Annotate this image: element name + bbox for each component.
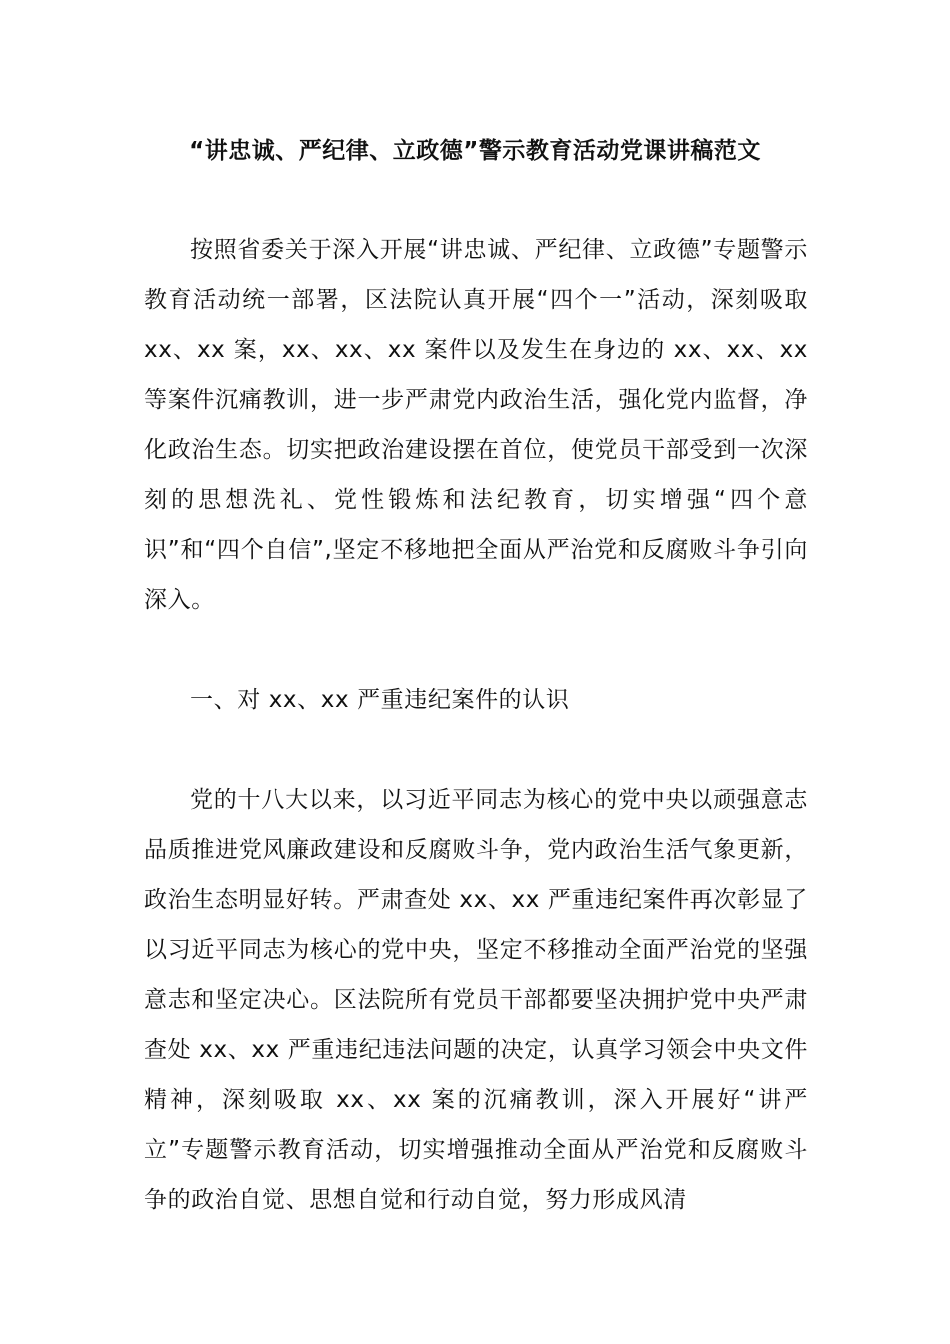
paragraph-section-1: 党的十八大以来，以习近平同志为核心的党中央以顽强意志品质推进党风廉政建设和反腐败斗争，党内政治生活气象更新，政治生态明显好转。严肃查处 xx、xx 严重违纪案件再次彰显了以习近平同志为核心的党中央，坚定不移推动全面严治党的坚强意志和坚定决心。区法院所有党员干部都要坚决拥护党中央严肃查处 xx、xx 严重违纪违法问题的决定，认真学习领会中央文件精神，深刻吸取 xx、xx 案的沉痛教训，深入开展好“讲严立”专题警示教育活动，切实增强推动全面从严治党和反腐败斗争的政治自觉、思想自觉和行动自觉，努力形成风清	[144, 787, 808, 1213]
section-heading-1: 一、对 xx、xx 严重违纪案件的认识	[190, 687, 570, 713]
paragraph-intro: 按照省委关于深入开展“讲忠诚、严纪律、立政德”专题警示教育活动统一部署，区法院认真开展“四个一”活动，深刻吸取 xx、xx 案，xx、xx、xx 案件以及发生在身边的 xx、xx、xx 等案件沉痛教训，进一步严肃党内政治生活，强化党内监督，净化政治生态。切实把政治建设摆在首位，使党员干部受到一次深刻的思想洗礼、党性锻炼和法纪教育，切实增强“四个意识”和“四个自信”,坚定不移地把全面从严治党和反腐败斗争引向深入。	[144, 237, 808, 613]
document-title: “讲忠诚、严纪律、立政德”警示教育活动党课讲稿范文	[189, 138, 761, 164]
